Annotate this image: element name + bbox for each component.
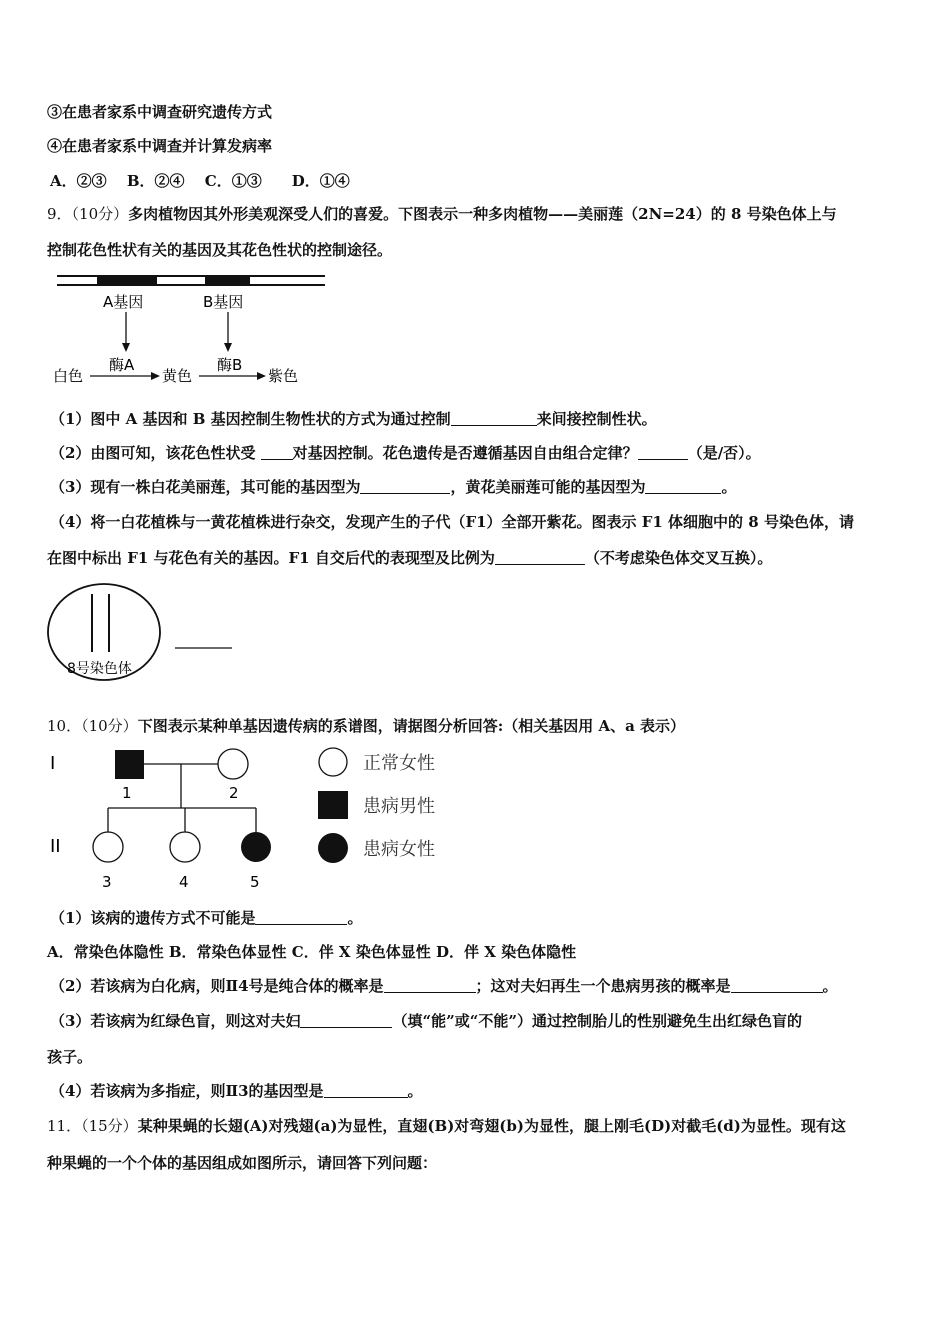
- option-item-4: ④在患者家系中调查并计算发病率: [47, 137, 273, 155]
- q9-sub3: （3）现有一株白花美丽莲，其可能的基因型为 ，黄花美丽莲可能的基因型为 。: [50, 478, 737, 496]
- legend-affected-male-icon: [318, 791, 348, 819]
- q10-sub2: （2）若该病为白化病，则Ⅱ4号是纯合体的概率是 ；这对夫妇再生一个患病男孩的概率是 。: [50, 977, 838, 995]
- yellow-label: 黄色: [162, 367, 193, 385]
- q11-stem-line2: 种果蝇的一个个体的基因组成如图所示，请回答下列问题：: [47, 1154, 438, 1172]
- answer-blank[interactable]: [638, 445, 688, 460]
- q9-sub2: （2）由图可知，该花色性状受 对基因控制。花色遗传是否遵循基因自由组合定律？ （是/否）。: [50, 444, 761, 462]
- white-label: 白色: [53, 367, 84, 385]
- q10-sub3-line1: （3）若该病为红绿色盲，则这对夫妇 （填“能”或“不能”）通过控制胎儿的性别避免生出红绿色盲的: [50, 1012, 802, 1030]
- individual-5-number: 5: [250, 873, 260, 891]
- q11-number: 11．（15分）: [47, 1117, 138, 1135]
- affected-female-5: [241, 832, 271, 862]
- gene-a-label: A基因: [103, 293, 144, 311]
- q9-sub4-line1: （4）将一白花植株与一黄花植株进行杂交，发现产生的子代（F1）全部开紫花。图表示 F1 体细胞中的 8 号染色体，请: [50, 513, 854, 531]
- gene-b-label: B基因: [203, 293, 244, 311]
- individual-1-number: 1: [122, 784, 132, 802]
- arrow-down-a: [122, 343, 130, 352]
- individual-2-number: 2: [229, 784, 239, 802]
- individual-3-number: 3: [102, 873, 112, 891]
- arrow-right-a: [151, 372, 160, 380]
- q10-sub3-line2: 孩子。: [47, 1048, 93, 1066]
- gene-a-segment: [97, 276, 157, 285]
- arrow-right-b: [257, 372, 266, 380]
- legend-affected-male-label: 患病男性: [363, 796, 435, 817]
- q11-stem-line1: 11．（15分）某种果蝇的长翅(A)对残翅(a)为显性，直翅(B)对弯翅(b)为显性，腿上刚毛(D)对截毛(d)为显性。现有这: [47, 1117, 846, 1135]
- generation-2-label: II: [50, 836, 61, 857]
- q10-stem: 10．（10分）下图表示某种单基因遗传病的系谱图，请据图分析回答:（相关基因用 A、a 表示）: [47, 717, 686, 735]
- q10-sub1: （1）该病的遗传方式不可能是 。: [50, 909, 363, 927]
- answer-blank[interactable]: [300, 1013, 392, 1028]
- legend-affected-female-label: 患病女性: [363, 839, 435, 860]
- q9-stem-line2: 控制花色性状有关的基因及其花色性状的控制途径。: [47, 241, 393, 259]
- normal-female-3: [93, 832, 123, 862]
- q10-sub4: （4）若该病为多指症，则Ⅱ3的基因型是 。: [50, 1082, 423, 1100]
- q9-stem-line1: [47, 204, 837, 224]
- q9-sub1: （1）图中 A 基因和 B 基因控制生物性状的方式为通过控制 来间接控制性状。: [50, 410, 657, 428]
- answer-choices: A．②③ B．②④ C．①③ D．①④: [50, 172, 350, 190]
- purple-label: 紫色: [268, 367, 299, 385]
- normal-female-4: [170, 832, 200, 862]
- answer-blank[interactable]: [360, 479, 450, 494]
- enzyme-b-label: 酶B: [217, 356, 243, 374]
- legend-normal-female-icon: [319, 748, 347, 776]
- answer-blank[interactable]: [495, 550, 585, 565]
- answer-blank[interactable]: [255, 910, 347, 925]
- generation-1-label: I: [50, 753, 56, 774]
- arrow-down-b: [224, 343, 232, 352]
- answer-blank[interactable]: [645, 479, 721, 494]
- q10-number: 10．（10分）: [47, 717, 138, 735]
- answer-blank[interactable]: [384, 978, 476, 993]
- gene-b-segment: [205, 276, 250, 285]
- legend-normal-female-label: 正常女性: [363, 753, 435, 774]
- option-item-3: ③在患者家系中调查研究遗传方式: [47, 103, 273, 121]
- answer-blank[interactable]: [451, 411, 537, 426]
- affected-male-1: [115, 750, 144, 779]
- q10-choices: A．常染色体隐性 B．常染色体显性 C．伴 X 染色体显性 D．伴 X 染色体隐性: [47, 943, 577, 961]
- answer-blank[interactable]: [731, 978, 823, 993]
- answer-blank[interactable]: [261, 445, 293, 460]
- q9-number: 9．（10分）: [47, 205, 129, 223]
- f1-cell-figure: [45, 580, 240, 690]
- gene-pathway-figure: [45, 272, 345, 390]
- pedigree-figure: [45, 745, 465, 893]
- cell-label: 8号染色体: [67, 661, 132, 677]
- q9-stem-text: 多肉植物因其外形美观深受人们的喜爱。下图表示一种多肉植物——美丽莲（2N=24）的 8 号染色体上与: [128, 205, 837, 223]
- enzyme-a-label: 酶A: [109, 356, 135, 374]
- normal-female-2: [218, 749, 248, 779]
- answer-blank[interactable]: [324, 1083, 408, 1098]
- legend-affected-female-icon: [318, 833, 348, 863]
- q9-sub4-line2: 在图中标出 F1 与花色有关的基因。F1 自交后代的表现型及比例为 （不考虑染色体交叉互换）。: [47, 549, 773, 567]
- individual-4-number: 4: [179, 873, 189, 891]
